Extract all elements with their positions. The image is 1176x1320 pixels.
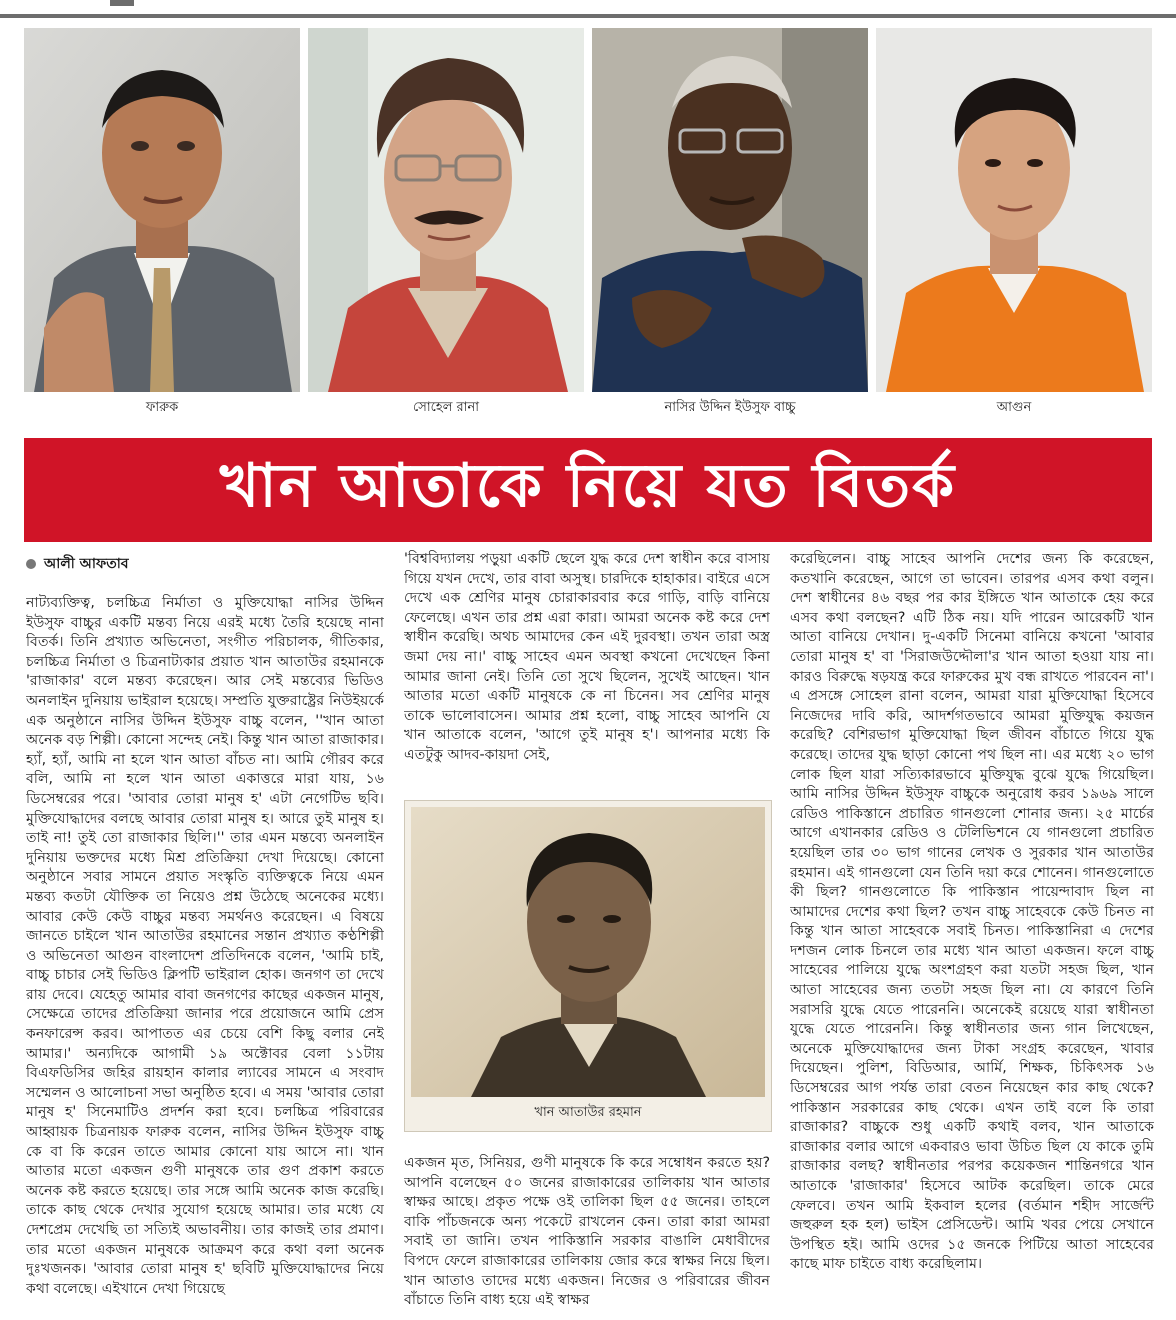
inset-portrait (411, 807, 765, 1097)
photo-caption: সোহেল রানা (413, 400, 479, 415)
article-column-2-top (404, 550, 770, 790)
headline-banner (24, 438, 1152, 542)
headline: খান আতাকে নিয়ে যত বিতর্ক (219, 451, 957, 521)
top-rule (0, 0, 1176, 18)
photo-caption: ফারুক (145, 400, 179, 415)
author-name: আলী আফতাব (44, 556, 129, 572)
article-paragraph: 'বিশ্ববিদ্যালয় পড়ুয়া একটি ছেলে যুদ্ধ করে দেশ স্বাধীন করে বাসায় গিয়ে যখন দেখে, তার বাবা অসুস্থ। চারদিকে হাহাকার। বাইরে এসে দেখে এক শ্রেণির মানুষ চোরাকারবার করে গাড়ি, বাড়ি বানিয়ে ফেলেছে। এখন তার প্রশ্ন এরা কারা। আমরা অনেক কষ্ট করে দেশ স্বাধীন করেছি। অথচ আমাদের কেন এই দুরবস্থা। তখন তারা অস্ত্র জমা দেয় না।' বাচ্চু সাহেব এমন অবস্থা কখনো দেখেছেন কিনা আমার জানা নেই। তিনি তো সুখে ছিলেন, সুখেই আছেন। খান আতার মতো একটি মানুষকে কে না চিনেন। সব শ্রেণির মানুষ তাকে ভালোবাসেন। আমার প্রশ্ন হলো, বাচ্চু সাহেব আপনি যে খান আতাকে বলেন, 'আগে তুই মানুষ হ'। আপনার মধ্যে কি এতটুকু আদব-কায়দা সেই, (404, 551, 770, 763)
photo-sohel-rana (308, 28, 584, 392)
byline (26, 552, 129, 576)
top-rule-marker (110, 0, 134, 6)
article-column-2-bottom (404, 1154, 770, 1314)
photo-caption: আগুন (996, 400, 1032, 415)
photo-agun (876, 28, 1152, 392)
article-column-1 (26, 594, 384, 1310)
article-paragraph: করেছিলেন। বাচ্চু সাহেব আপনি দেশের জন্য কি করেছেন, কতখানি করেছেন, আগে তা ভাবেন। তারপর এসব কথা বলুন। দেশ স্বাধীনের ৪৬ বছর পর কার ইঙ্গিতে খান আতাকে হেয় করে এসব কথা বলছেন? এটি ঠিক নয়। যদি পারেন আরেকটি খান আতা বানিয়ে দেখান। দু-একটি সিনেমা বানিয়ে কখনো 'আবার তোরা মানুষ হ' বা 'সিরাজউদ্দৌলা'র খান আতা হওয়া যায় না। কারও বিরুদ্ধে ষড়যন্ত্র করে ফারুকের মুখ বন্ধ রাখতে পারবেন না'। এ প্রসঙ্গে সোহেল রানা বলেন, আমরা যারা মুক্তিযোদ্ধা হিসেবে নিজেদের দাবি করি, আদর্শগতভাবে আমরা মুক্তিযুদ্ধ কয়জন করেছি? বেশিরভাগ মুক্তিযোদ্ধা ছিল জীবন বাঁচাতে গিয়ে যুদ্ধ করেছে। তাদের যুদ্ধ ছাড়া কোনো পথ ছিল না। এর মধ্যে ২০ ভাগ লোক ছিল যারা সত্যিকারভাবে মুক্তিযুদ্ধ বুঝে যুদ্ধে গিয়েছিল। আমি নাসির উদ্দিন ইউসুফ বাচ্চুকে অনুরোধ করব ১৯৬৯ সালে রেডিও পাকিস্তানে প্রচারিত গানগুলো শোনার জন্য। ২৫ মার্চের আগে এখানকার রেডিও ও টেলিভিশনে যে গানগুলো প্রচারিত হয়েছিল তার ৩০ ভাগ গানের লেখক ও সুরকার খান আতাউর রহমান। এই গানগুলো যেন তিনি দয়া করে শোনেন। গানগুলোতে কী ছিল? গানগুলোতে কি পাকিস্তান পায়েন্দাবাদ ছিল না আমাদের দেশের কথা ছিল? তখন বাচ্চু সাহেবকে কেউ চিনত না কিন্তু খান আতা সাহেবকে সবাই চিনত। পাকিস্তানিরা এ দেশের দশজন লোক চিনলে তার মধ্যে খান আতা একজন। ফলে বাচ্চু সাহেবের পালিয়ে যুদ্ধে অংশগ্রহণ করা যতটা সহজ ছিল, খান আতা সাহেবের জন্য ততটা সহজ ছিল না। যে কারণে তিনি সরাসরি যুদ্ধে যেতে পারেননি। অনেকেই রয়েছে যারা স্বাধীনতা যুদ্ধে যেতে পারেননি। কিন্তু স্বাধীনতার জন্য গান লিখেছেন, অনেকে মুক্তিযোদ্ধাদের জন্য টাকা সংগ্রহ করেছেন, খাবার দিয়েছেন। পুলিশ, বিডিআর, আর্মি, শিক্ষক, চিকিৎসক ১৬ ডিসেম্বরের আগ পর্যন্ত তারা বেতন নিয়েছেন কার কাছ থেকে? পাকিস্তান সরকারের কাছ থেকে। এখন তাই বলে কি তারা রাজাকার? বাচ্চুকে শুধু একটি কথাই বলব, খান আতাকে রাজাকার বলার আগে একবারও ভাবা উচিত ছিল যে কাকে তুমি রাজাকার বলছ? স্বাধীনতার পরপর কয়েকজন শান্তিনগরে খান আতাকে 'রাজাকার' হিসেবে আটক করেছিল। তাকে মেরে ফেলবে। তখন আমি ইকবাল হলের (বর্তমান শহীদ সার্জেন্ট জহুরুল হক হল) ভাইস প্রেসিডেন্ট। আমি খবর পেয়ে সেখানে উপস্থিত হই। আমি ওদের ১৫ জনকে পিটিয়ে আতা সাহেবের কাছে মাফ চাইতে বাধ্য করেছিলাম। (790, 551, 1154, 1273)
photo-nasir-uddin-yusuf-bachchu (592, 28, 868, 392)
article-paragraph: নাট্যব্যক্তিত্ব, চলচ্চিত্র নির্মাতা ও মুক্তিযোদ্ধা নাসির উদ্দিন ইউসুফ বাচ্চুর একটি মন্তব্য নিয়ে এরই মধ্যে তৈরি হয়েছে নানা বিতর্ক। তিনি প্রখ্যাত অভিনেতা, সংগীত পরিচালক, গীতিকার, চলচ্চিত্র নির্মাতা ও চিত্রনাট্যকার প্রয়াত খান আতাউর রহমানকে 'রাজাকার' বলে মন্তব্য করেছেন। আর সেই মন্তব্যের ভিডিও অনলাইন দুনিয়ায় ভাইরাল হয়েছে। সম্প্রতি যুক্তরাষ্ট্রের নিউইয়র্কে এক অনুষ্ঠানে নাসির উদ্দিন ইউসুফ বাচ্চু বলেন, ''খান আতা অনেক বড় শিল্পী। কোনো সন্দেহ নেই। কিন্তু খান আতা রাজাকার। হ্যাঁ, হ্যাঁ, আমি না হলে খান আতা বাঁচত না। আমি গৌরব করে বলি, আমি না হলে খান আতা একাত্তরে মারা যায়, ১৬ ডিসেম্বরের পরে। 'আবার তোরা মানুষ হ' এটা নেগেটিভ ছবি। মুক্তিযোদ্ধাদের বলছে আবার তোরা মানুষ হ। আরে তুই মানুষ হ। তাই না! তুই তো রাজাকার ছিলি।'' তার এমন মন্তব্যে অনলাইন দুনিয়ায় ভক্তদের মধ্যে মিশ্র প্রতিক্রিয়া দেখা দিয়েছে। কোনো অনুষ্ঠানে সবার সামনে প্রয়াত সংস্কৃতি ব্যক্তিত্বকে নিয়ে এমন মন্তব্য কতটা যৌক্তিক তা নিয়েও প্রশ্ন উঠেছে অনেকের মধ্যে। আবার কেউ কেউ বাচ্চুর মন্তব্য সমর্থনও করেছেন। এ বিষয়ে জানতে চাইলে খান আতাউর রহমানের সন্তান প্রখ্যাত কণ্ঠশিল্পী ও অভিনেতা আগুন বাংলাদেশ প্রতিদিনকে বলেন, 'আমি চাই, বাচ্চু চাচার সেই ভিডিও ক্লিপটি ভাইরাল হোক। জনগণ তা দেখে রায় দেবে। যেহেতু আমার বাবা জনগণের কাছের একজন মানুষ, সেক্ষেত্রে তাদের প্রতিক্রিয়া জানার পরে প্রয়োজনে আমি প্রেস কনফারেন্স করব। আপাতত এর চেয়ে বেশি কিছু বলার নেই আমার।' অন্যদিকে আগামী ১৯ অক্টোবর বেলা ১১টায় বিএফডিসির জহির রায়হান কালার ল্যাবের সামনে এ সংবাদ সম্মেলন ও আলোচনা সভা অনুষ্ঠিত হবে। এ সময় 'আবার তোরা মানুষ হ' সিনেমাটিও প্রদর্শন করা হবে। চলচ্চিত্র পরিবারের আহ্বায়ক চিত্রনায়ক ফারুক বলেন, নাসির উদ্দিন ইউসুফ বাচ্চু কে বা কি করেন তাতে আমার কোনো যায় আসে না। খান আতার মতো একজন গুণী মানুষকে তার গুণ প্রকাশ করতে অনেক কষ্ট করতে হয়েছে। তার সঙ্গে আমি অনেক কাজ করেছি। তাকে কাছ থেকে দেখার সুযোগ হয়েছে আমার। তার মধ্যে যে দেশপ্রেম দেখেছি তা সত্যিই অভাবনীয়। তার কাজই তার প্রমাণ। তার মতো একজন মানুষকে আক্রমণ করে কথা বলা অনেক দুঃখজনক। 'আবার তোরা মানুষ হ' ছবিটি মুক্তিযোদ্ধাদের নিয়ে কথা বলেছে। এইখানে দেখা গিয়েছে (26, 595, 384, 1297)
inset-caption: খান আতাউর রহমান (534, 1105, 642, 1120)
bullet-icon (26, 559, 36, 569)
inset-photo-khan-ataur-rahman (404, 800, 772, 1132)
article-paragraph: একজন মৃত, সিনিয়র, গুণী মানুষকে কি করে সম্বোধন করতে হয়? আপনি বলেছেন ৫০ জনের রাজাকারের তালিকায় খান আতার স্বাক্ষর আছে। প্রকৃত পক্ষে ওই তালিকা ছিল ৫৫ জনের। তাহলে বাকি পাঁচজনকে অন্য পকেটে রাখলেন কেন। তারা কারা আমরা সবাই তা জানি। তখন পাকিস্তানি সরকার বাঙালি মেধাবীদের বিপদে ফেলে রাজাকারের তালিকায় জোর করে স্বাক্ষর নিয়ে ছিল। খান আতাও তাদের মধ্যে একজন। নিজের ও পরিবারের জীবন বাঁচাতে তিনি বাধ্য হয়ে এই স্বাক্ষর (404, 1155, 770, 1309)
article-column-3 (790, 550, 1154, 1310)
photo-caption: নাসির উদ্দিন ইউসুফ বাচ্চু (664, 400, 796, 415)
photo-faruk (24, 28, 300, 392)
